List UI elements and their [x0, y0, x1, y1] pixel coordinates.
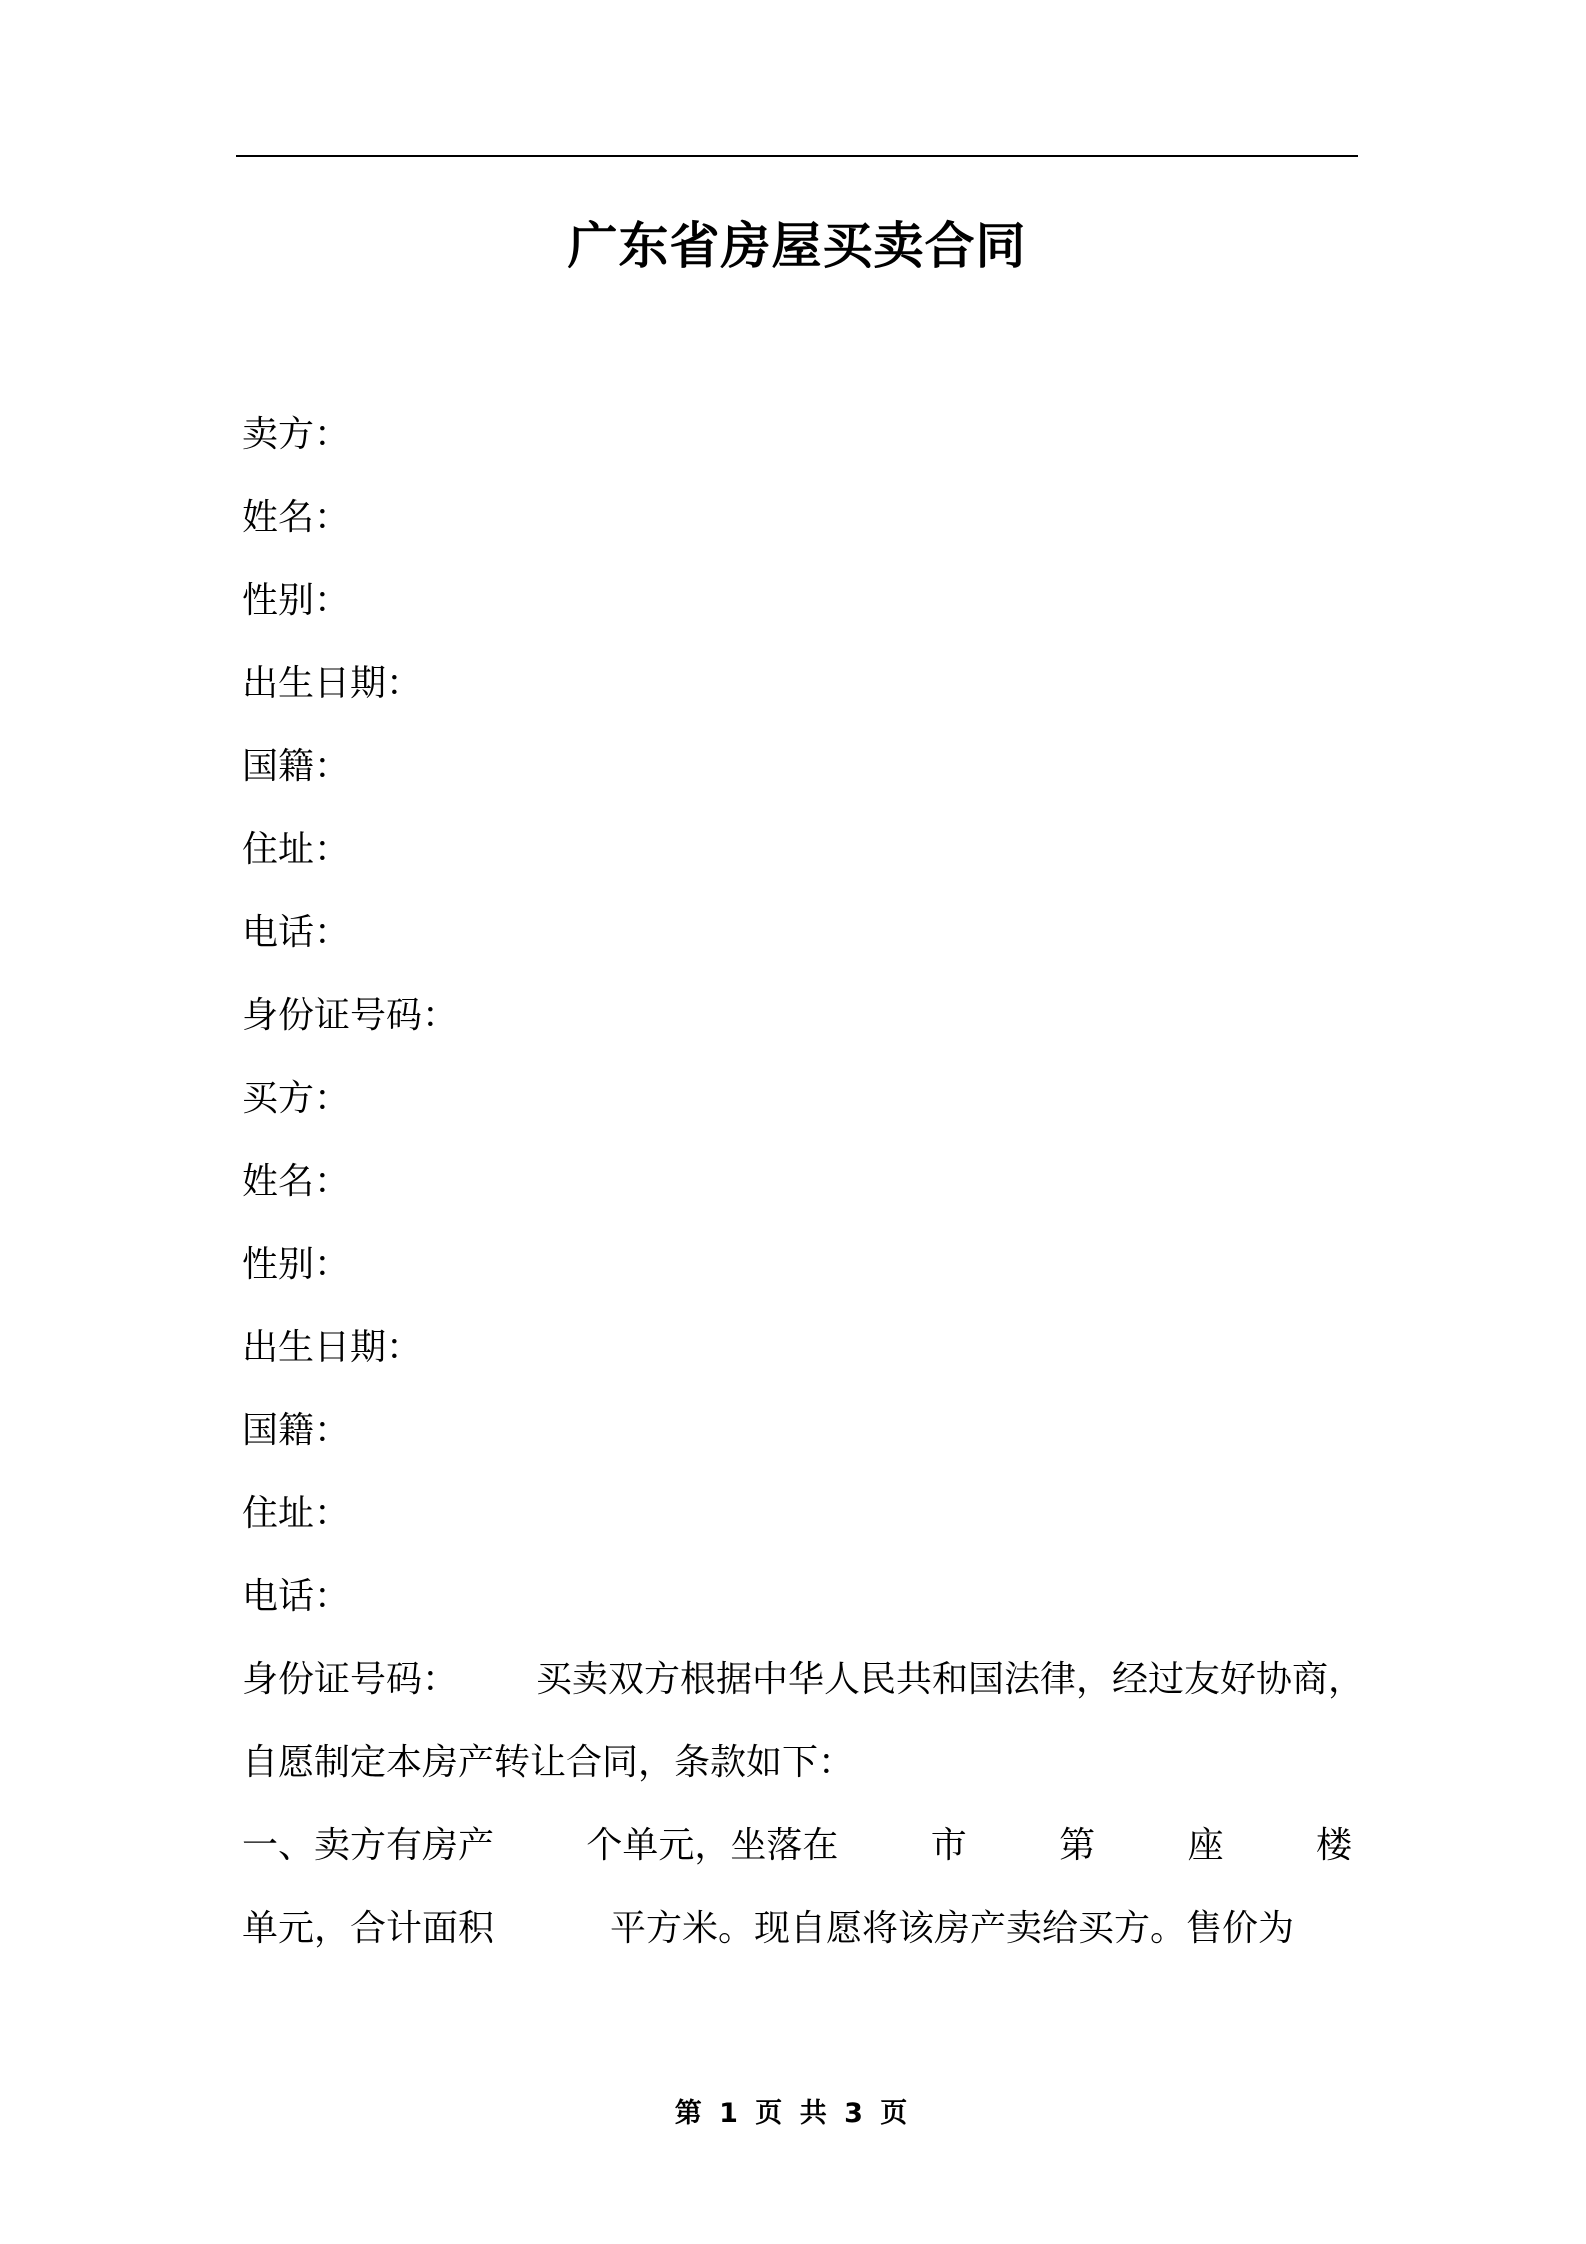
intro-line-2: 自愿制定本房产转让合同，条款如下：	[242, 1742, 855, 1783]
seller-heading: 卖方：	[242, 414, 351, 455]
clause1-seg-1: 个单元，坐落在	[586, 1825, 839, 1866]
intro-text-1: 买卖双方根据中华人民共和国法律，经过友好协商，	[536, 1659, 1365, 1700]
clause1-line-2	[242, 1905, 1352, 1953]
seller-phone-label: 电话：	[242, 912, 351, 953]
buyer-address-label: 住址：	[242, 1493, 351, 1534]
seller-birth-date-label: 出生日期：	[242, 663, 423, 704]
buyer-heading: 买方：	[242, 1078, 351, 1119]
buyer-phone-label: 电话：	[242, 1576, 351, 1617]
buyer-birth-date-label: 出生日期：	[242, 1327, 423, 1368]
page-footer: 第 1 页 共 3 页	[674, 2098, 912, 2129]
clause1-seg-5: 楼	[1315, 1825, 1352, 1866]
seller-name-label: 姓名：	[242, 497, 351, 538]
clause1-area-label: 单元，合计面积	[242, 1908, 495, 1949]
seller-nationality-label: 国籍：	[242, 746, 351, 787]
document-title: 广东省房屋买卖合同	[567, 217, 1027, 275]
clause1-seg-2: 市	[930, 1825, 967, 1866]
seller-id-number-label: 身份证号码：	[242, 995, 459, 1036]
buyer-nationality-label: 国籍：	[242, 1410, 351, 1451]
seller-address-label: 住址：	[242, 829, 351, 870]
intro-line-1	[242, 1656, 1365, 1704]
clause1-seg-0: 一、卖方有房产	[242, 1825, 495, 1866]
clause1-price-text: 平方米。现自愿将该房产卖给买方。售价为	[610, 1908, 1295, 1949]
clause1-seg-4: 座	[1187, 1825, 1224, 1866]
buyer-id-number-label: 身份证号码：	[242, 1659, 459, 1700]
seller-gender-label: 性别：	[242, 580, 351, 621]
clause1-seg-3: 第	[1059, 1825, 1096, 1866]
header-rule	[236, 155, 1358, 157]
buyer-gender-label: 性别：	[242, 1244, 351, 1285]
clause1-line-1	[242, 1822, 1352, 1870]
buyer-name-label: 姓名：	[242, 1161, 351, 1202]
